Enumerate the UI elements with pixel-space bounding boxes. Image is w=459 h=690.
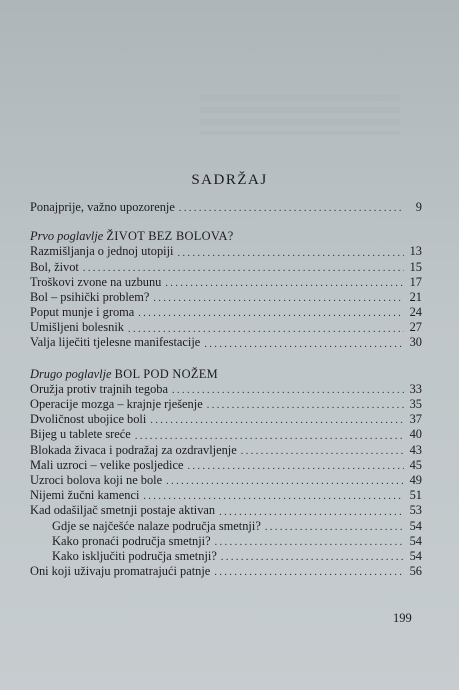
- toc-entry-page: 53: [409, 503, 422, 518]
- leader-dots: [178, 248, 404, 260]
- toc-entry-page: 27: [409, 320, 422, 335]
- toc-entry-page: 45: [409, 457, 422, 472]
- leader-dots: [214, 567, 404, 579]
- chapter-name: BOL POD NOŽEM: [114, 366, 218, 381]
- toc-entry-page: 17: [409, 274, 422, 289]
- leader-dots: [138, 308, 404, 320]
- toc-entry-text: Razmišljanja o jednoj utopiji: [30, 244, 174, 259]
- toc-entry-text: Dvoličnost ubojice boli: [30, 412, 147, 427]
- toc-entry-page: 21: [409, 289, 422, 304]
- toc-entry-page: 37: [409, 412, 422, 427]
- bleed-through-text: [200, 95, 400, 135]
- toc-entry: [30, 488, 422, 503]
- toc-entry-text: Blokada živaca i podražaj za ozdravljenje: [30, 442, 237, 457]
- toc-entry-page: 51: [409, 488, 422, 503]
- chapter-name: ŽIVOT BEZ BOLOVA?: [106, 229, 234, 244]
- leader-dots: [187, 461, 404, 473]
- toc-entry-page: 9: [415, 199, 422, 214]
- leader-dots: [172, 385, 404, 397]
- leader-dots: [265, 522, 404, 534]
- toc-entry: [30, 412, 422, 427]
- leader-dots: [241, 446, 404, 458]
- toc-entry: [30, 503, 422, 518]
- toc-entry: [30, 549, 422, 564]
- toc-entry: [30, 458, 422, 473]
- toc-entry-page: 15: [409, 259, 422, 274]
- toc-entry: [30, 534, 422, 549]
- leader-dots: [135, 431, 404, 443]
- chapter-heading: [30, 229, 422, 244]
- toc-entry-page: 40: [409, 427, 422, 442]
- toc-entry: [30, 564, 422, 579]
- leader-dots: [179, 203, 404, 215]
- toc-entry: [30, 382, 422, 397]
- chapter-entries: [30, 382, 422, 579]
- leader-dots: [215, 537, 404, 549]
- toc-entry-text: Operacije mozga – krajnje rješenje: [30, 397, 203, 412]
- chapter-prefix: Prvo poglavlje: [30, 229, 104, 244]
- toc-entry-text: Kad odašiljač smetnji postaje aktivan: [30, 503, 216, 518]
- toc-entry-text: Bol, život: [30, 259, 79, 274]
- toc-entry-page: 54: [409, 533, 422, 548]
- toc-entry-text: Gdje se najčešće nalaze područja smetnji?: [52, 518, 261, 533]
- leader-dots: [204, 339, 404, 351]
- page-number: 199: [393, 611, 412, 625]
- toc-entry: [30, 305, 422, 320]
- toc-entry-text: Ponajprije, važno upozorenje: [30, 199, 175, 214]
- toc-entry-page: 13: [409, 244, 422, 259]
- leader-dots: [150, 415, 404, 427]
- toc-entry-text: Oni koji uživaju promatrajući patnje: [30, 564, 211, 579]
- toc-entry: [30, 336, 422, 351]
- toc-entry-text: Umišljeni bolesnik: [30, 320, 124, 335]
- toc-entry: [30, 443, 422, 458]
- toc-entry-text: Poput munje i groma: [30, 305, 135, 320]
- toc-entry-page: 56: [409, 564, 422, 579]
- leader-dots: [143, 491, 404, 503]
- toc-entry-text: Oružja protiv trajnih tegoba: [30, 381, 168, 396]
- toc-entry: [30, 290, 422, 305]
- leader-dots: [221, 552, 404, 564]
- toc-entry-page: 43: [409, 442, 422, 457]
- leader-dots: [165, 278, 404, 290]
- toc-entry-intro: [30, 200, 422, 215]
- toc-entry-text: Bijeg u tablete sreće: [30, 427, 131, 442]
- chapter-heading: [30, 367, 422, 382]
- leader-dots: [128, 324, 404, 336]
- table-of-contents: [30, 200, 422, 579]
- toc-entry: [30, 473, 422, 488]
- toc-entry-page: 30: [409, 335, 422, 350]
- leader-dots: [166, 476, 404, 488]
- toc-entry-page: 49: [409, 472, 422, 487]
- toc-entry-text: Bol – psihički problem?: [30, 289, 150, 304]
- chapter-prefix: Drugo poglavlje: [30, 366, 112, 381]
- toc-entry: [30, 260, 422, 275]
- toc-entry-text: Uzroci bolova koji ne bole: [30, 472, 163, 487]
- toc-entry-page: 35: [409, 397, 422, 412]
- toc-entry: [30, 244, 422, 259]
- toc-entry-page: 24: [409, 305, 422, 320]
- toc-entry: [30, 519, 422, 534]
- toc-entry-text: Mali uzroci – velike posljedice: [30, 457, 184, 472]
- toc-entry-text: Kako pronaći područja smetnji?: [52, 533, 211, 548]
- leader-dots: [83, 263, 404, 275]
- chapter-entries: [30, 244, 422, 350]
- toc-entry-page: 33: [409, 381, 422, 396]
- toc-entry-text: Nijemi žučni kamenci: [30, 488, 140, 503]
- toc-entry-text: Kako isključiti područja smetnji?: [52, 548, 217, 563]
- toc-entry: [30, 397, 422, 412]
- leader-dots: [207, 400, 404, 412]
- toc-entry-text: Troškovi zvone na uzbunu: [30, 274, 162, 289]
- leader-dots: [153, 293, 404, 305]
- toc-entry-page: 54: [409, 518, 422, 533]
- leader-dots: [219, 507, 404, 519]
- toc-entry-text: Valja liječiti tjelesne manifestacije: [30, 335, 201, 350]
- toc-entry: [30, 275, 422, 290]
- toc-entry-page: 54: [409, 548, 422, 563]
- toc-title: SADRŽAJ: [191, 172, 268, 188]
- toc-entry: [30, 320, 422, 335]
- toc-entry: [30, 427, 422, 442]
